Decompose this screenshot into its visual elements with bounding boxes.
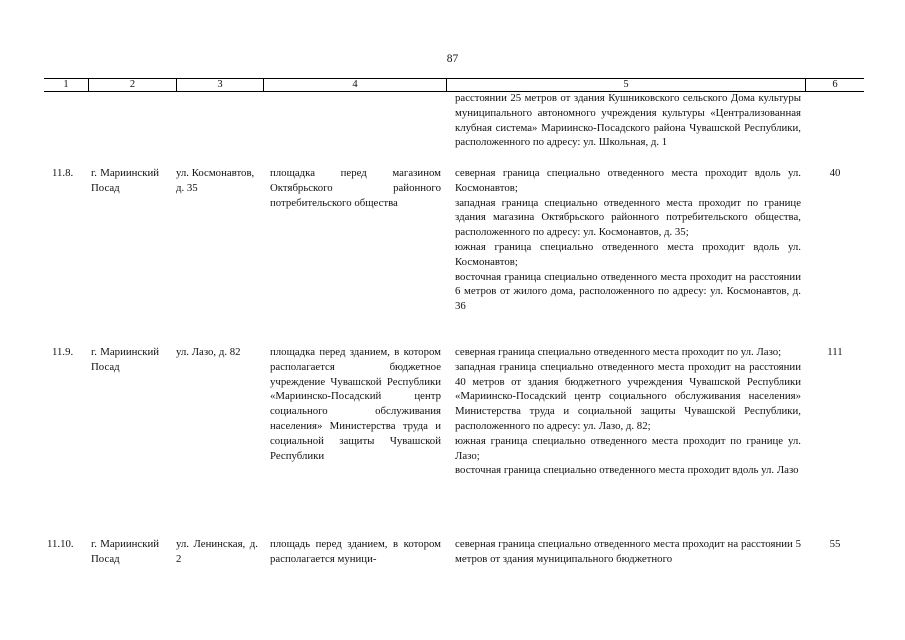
row-borders [455,345,801,478]
border-north: северная граница специально отведенного места проходит по ул. Лазо; [455,346,782,358]
border-north: северная граница специально отведенного места проходит на расстоянии 5 метров от здания муниципального бюджетного [455,538,801,565]
page-number: 87 [446,53,459,65]
row-settlement: г. Мариинский Посад [91,538,159,565]
table-header [44,78,864,92]
row-address: ул. Космонавтов, д. 35 [176,167,255,194]
row-borders [455,537,801,567]
col-header-2: 2 [129,79,136,90]
row-count: 40 [829,167,841,179]
row-count: 55 [829,538,841,550]
border-west: западная граница специально отведенного места проходит по границе здания магазина Октябрьского районного потребительского общества, расположенного по адресу: ул. Космонавтов, д. 35; [455,196,801,239]
border-south: южная граница специально отведенного места проходит по границе ул. Лазо; [455,434,801,462]
col-header-6: 6 [832,79,838,90]
col-header-1: 1 [63,79,69,90]
row-count: 111 [827,346,843,358]
border-north: северная граница специально отведенного места проходит вдоль ул. Космонавтов; [455,167,801,194]
row-place: площадка перед зданием, в котором располагается бюджетное учреждение Чувашской Республики «Мариинско-Посадский центр социального обслуживания населения» Министерства труда и социальной защиты Чувашской Республики [270,346,441,462]
row-number: 11.8. [52,167,74,179]
border-east: восточная граница специально отведенного места проходит вдоль ул. Лазо [455,464,799,477]
continuation-text: расстоянии 25 метров от здания Кушниковского сельского Дома культуры муниципального автономного учреждения культуры «Централизованная клубная система» Мариинско-Посадского района Чувашской Республики, расположенного по адресу: ул. Школьная, д. 1 [455,92,801,149]
row-settlement: г. Мариинский Посад [91,346,159,373]
border-east: восточная граница специально отведенного места проходит на расстоянии 6 метров от жилого дома, расположенного по адресу: ул. Космонавтов, д. 36 [455,270,801,313]
row-settlement: г. Мариинский Посад [91,167,159,194]
col-header-4: 4 [352,79,358,90]
border-south: южная граница специально отведенного места проходит вдоль ул. Космонавтов; [455,240,801,268]
row-address: ул. Лазо, д. 82 [176,346,241,358]
row-number: 11.9. [52,346,74,358]
row-borders [455,166,801,314]
row-place: площадка перед магазином Октябрьского районного потребительского общества [270,167,441,209]
col-header-3: 3 [217,79,223,90]
border-west: западная граница специально отведенного места проходит на расстоянии 40 метров от здания бюджетного учреждения Чувашской Республики «Мариинско-Посадский центр социального обслуживания населения» Министерства труда и социальной защиты Чувашской Республики, расположенного по адресу: ул. Лазо, д. 82; [455,360,801,432]
row-number: 11.10. [47,538,74,550]
row-address: ул. Ленинская, д. 2 [176,538,258,565]
row-place: площадь перед зданием, в котором располагается муници- [270,538,441,565]
col-header-5: 5 [623,79,629,90]
